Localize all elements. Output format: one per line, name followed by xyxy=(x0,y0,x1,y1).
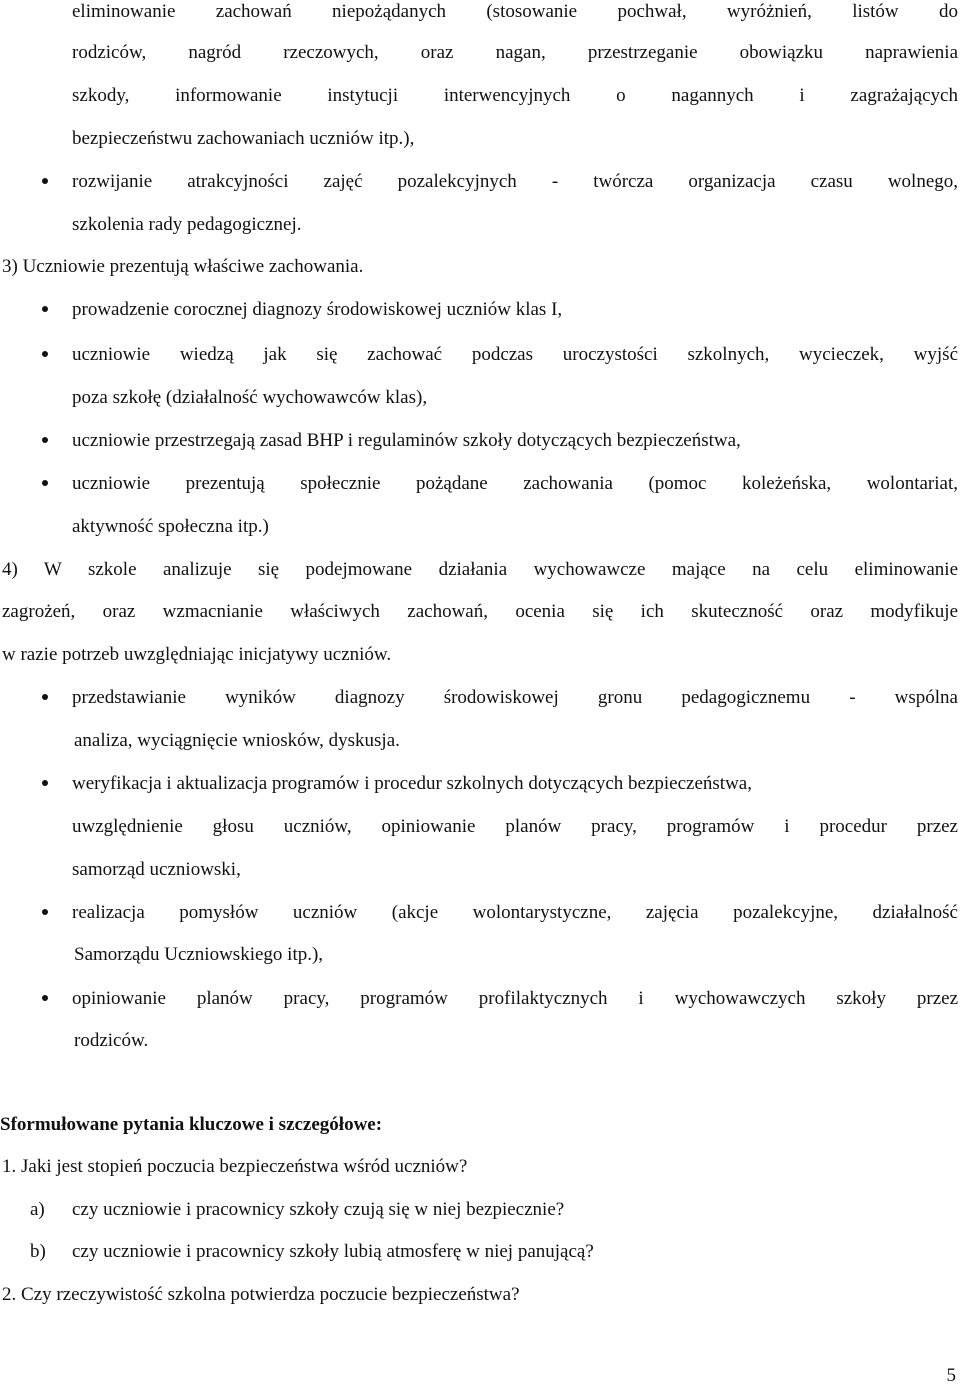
bullet-icon xyxy=(42,437,48,443)
list-item-text: rozwijanie atrakcyjności zajęć pozalekcyjnych - twórcza organizacja czasu wolnego, xyxy=(72,171,958,192)
question-item: 2. Czy rzeczywistość szkolna potwierdza poczucie bezpieczeństwa? xyxy=(2,1284,520,1305)
page-number: 5 xyxy=(946,1365,956,1386)
section-heading: 4) W szkole analizuje się podejmowane działania wychowawcze mające na celu eliminowanie xyxy=(2,559,958,580)
text-line: poza szkołę (działalność wychowawców klas), xyxy=(72,387,428,408)
text-line: uwzględnienie głosu uczniów, opiniowanie planów pracy, programów i procedur przez xyxy=(72,816,958,837)
list-item-text: weryfikacja i aktualizacja programów i procedur szkolnych dotyczących bezpieczeństwa, xyxy=(72,773,752,794)
bullet-icon xyxy=(42,351,48,357)
bullet-icon xyxy=(42,909,48,915)
bullet-icon xyxy=(42,178,48,184)
bullet-icon xyxy=(42,694,48,700)
bullet-icon xyxy=(42,780,48,786)
text-line: szkolenia rady pedagogicznej. xyxy=(72,214,302,235)
list-item-text: opiniowanie planów pracy, programów profilaktycznych i wychowawczych szkoły przez xyxy=(72,988,958,1009)
list-item-text: prowadzenie corocznej diagnozy środowiskowej uczniów klas I, xyxy=(72,299,563,320)
list-item-text: uczniowie wiedzą jak się zachować podczas uroczystości szkolnych, wycieczek, wyjść xyxy=(72,344,958,365)
text-line: aktywność społeczna itp.) xyxy=(72,516,269,537)
list-item-text: uczniowie prezentują społecznie pożądane zachowania (pomoc koleżeńska, wolontariat, xyxy=(72,473,958,494)
text-line: bezpieczeństwu zachowaniach uczniów itp.), xyxy=(72,128,415,149)
text-line: zagrożeń, oraz wzmacnianie właściwych zachowań, ocenia się ich skuteczność oraz modyfikuje xyxy=(2,601,958,622)
question-item: 1. Jaki jest stopień poczucia bezpieczeństwa wśród uczniów? xyxy=(2,1156,468,1177)
list-item-text: przedstawianie wyników diagnozy środowiskowej gronu pedagogicznemu - wspólna xyxy=(72,687,958,708)
text-line: rodziców. xyxy=(74,1030,149,1051)
bullet-icon xyxy=(42,480,48,486)
question-item: czy uczniowie i pracownicy szkoły czują się w niej bezpiecznie? xyxy=(72,1199,565,1220)
list-item-text: realizacja pomysłów uczniów (akcje wolontarystyczne, zajęcia pozalekcyjne, działalność xyxy=(72,902,958,923)
text-line: analiza, wyciągnięcie wniosków, dyskusja. xyxy=(74,730,400,751)
text-line: rodziców, nagród rzeczowych, oraz nagan, przestrzeganie obowiązku naprawienia xyxy=(72,42,958,63)
text-line: eliminowanie zachowań niepożądanych (stosowanie pochwał, wyróżnień, listów do xyxy=(72,1,958,22)
text-line: samorząd uczniowski, xyxy=(72,859,241,880)
question-letter: a) xyxy=(30,1199,45,1220)
list-item-text: uczniowie przestrzegają zasad BHP i regulaminów szkoły dotyczących bezpieczeństwa, xyxy=(72,430,741,451)
question-letter: b) xyxy=(30,1241,46,1262)
bullet-icon xyxy=(42,306,48,312)
text-line: w razie potrzeb uwzględniając inicjatywy uczniów. xyxy=(2,644,392,665)
text-line: Samorządu Uczniowskiego itp.), xyxy=(74,944,324,965)
question-item: czy uczniowie i pracownicy szkoły lubią atmosferę w niej panującą? xyxy=(72,1241,594,1262)
bullet-icon xyxy=(42,995,48,1001)
page-heading: Sformułowane pytania kluczowe i szczegółowe: xyxy=(0,1114,383,1135)
section-heading: 3) Uczniowie prezentują właściwe zachowania. xyxy=(2,256,364,277)
text-line: szkody, informowanie instytucji interwencyjnych o nagannych i zagrażających xyxy=(72,85,958,106)
